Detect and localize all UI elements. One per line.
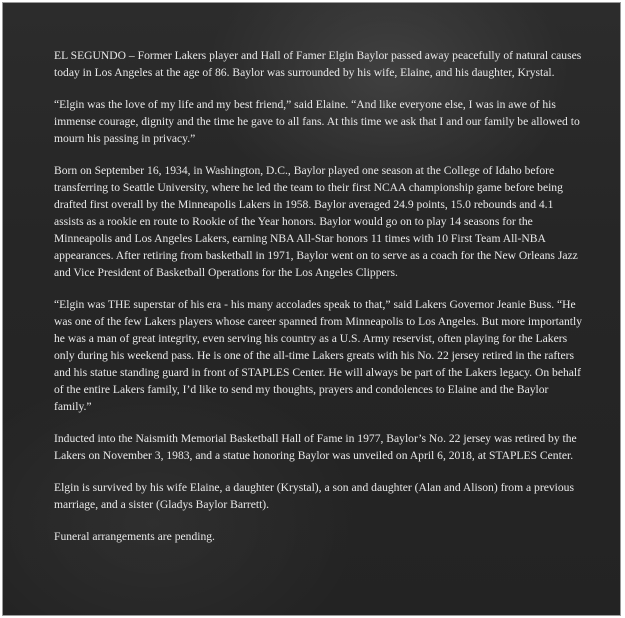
paragraph-jeanie-buss-quote: “Elgin was THE superstar of his era - his many accolades speak to that,” said Lakers Governor Jeanie Buss. “He was one of the few Lakers players whose career spanned from Minneapolis to Los Angeles. But more importantly he was a man of great integrity, even serving his country as a U.S. Army reservist, often playing for the Lakers only during his weekend pass. He is one of the all-time Lakers greats with his No. 22 jersey retired in the rafters and his statue standing guard in front of STAPLES Center. He will always be part of the Lakers legacy. On behalf of the entire Lakers family, I’d like to send my thoughts, prayers and condolences to Elaine and the Baylor family.” bbox=[54, 298, 583, 413]
paragraph-survived-by: Elgin is survived by his wife Elaine, a daughter (Krystal), a son and daughter (Alan and Alison) from a previous marriage, and a sister (Gladys Baylor Barrett). bbox=[54, 481, 574, 511]
paragraph-career-biography: Born on September 16, 1934, in Washington, D.C., Baylor played one season at the College of Idaho before transferring to Seattle University, where he led the team to their first NCAA championship game before being drafted first overall by the Minneapolis Lakers in 1958. Baylor averaged 24.9 points, 15.0 rebounds and 4.1 assists as a rookie en route to Rookie of the Year honors. Baylor would go on to play 14 seasons for the Minneapolis and Los Angeles Lakers, earning NBA All-Star honors 11 times with 10 First Team All-NBA appearances. After retiring from basketball in 1971, Baylor went on to serve as a coach for the New Orleans Jazz and Vice President of Basketball Operations for the Los Angeles Clippers. bbox=[54, 164, 578, 279]
press-statement bbox=[54, 47, 584, 560]
paragraph-hall-of-fame: Inducted into the Naismith Memorial Basketball Hall of Fame in 1977, Baylor’s No. 22 jersey was retired by the Lakers on November 3, 1983, and a statue honoring Baylor was unveiled on April 6, 2018, at STAPLES Center. bbox=[54, 432, 577, 462]
paragraph-elaine-quote: “Elgin was the love of my life and my best friend,” said Elaine. “And like everyone else, I was in awe of his immense courage, dignity and the time he gave to all fans. At this time we ask that I and our family be allowed to mourn his passing in privacy.” bbox=[54, 98, 580, 145]
paragraph-funeral: Funeral arrangements are pending. bbox=[54, 530, 215, 543]
statement-background bbox=[2, 2, 621, 616]
paragraph-announcement: EL SEGUNDO – Former Lakers player and Hall of Famer Elgin Baylor passed away peacefully of natural causes today in Los Angeles at the age of 86. Baylor was surrounded by his wife, Elaine, and his daughter, Krystal. bbox=[54, 49, 582, 79]
